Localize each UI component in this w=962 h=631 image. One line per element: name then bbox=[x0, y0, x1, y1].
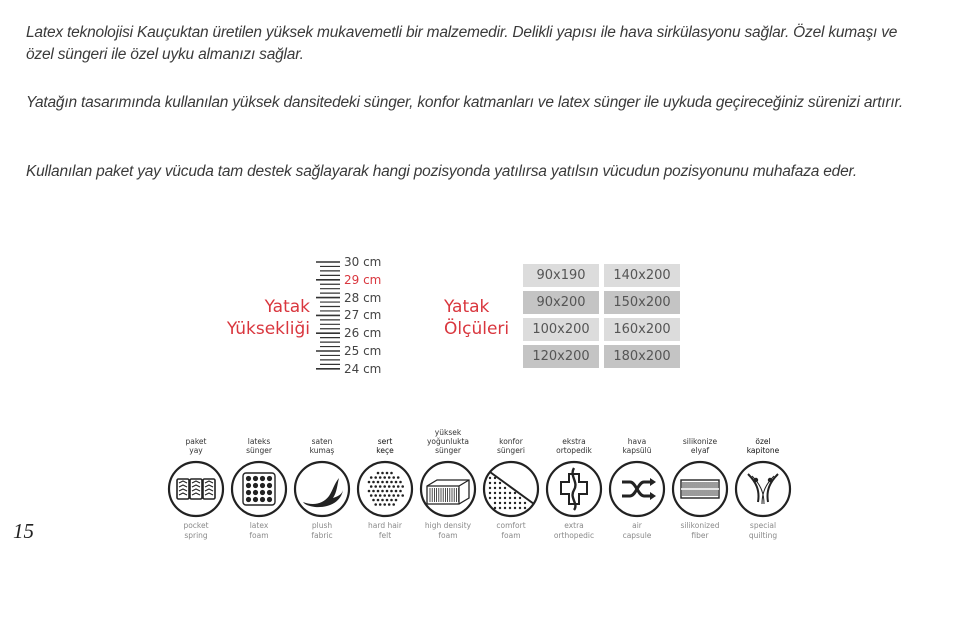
mattress-height-title bbox=[190, 296, 310, 340]
feature-label-english-line: orthopedic bbox=[553, 531, 595, 540]
silicon-fiber-icon bbox=[671, 460, 729, 518]
feature-label-turkish-line: lateks bbox=[247, 437, 271, 446]
feature-label-english-line: fiber bbox=[691, 531, 709, 540]
feature-label-turkish-line: ekstra bbox=[562, 437, 586, 446]
intro-paragraph-latex: Latex teknolojisi Kauçuktan üretilen yüksek mukavemetli bir malzemedir. Delikli yapısı ile hava sirkülasyonu sağlar. Özel kumaşı ve özel süngeri ile özel uyku almanızı sağlar. bbox=[26, 24, 898, 63]
feature-label-turkish bbox=[724, 437, 802, 455]
size-cell: 90x200 bbox=[523, 291, 599, 314]
height-ruler bbox=[316, 255, 416, 380]
pocket-spring-icon bbox=[167, 460, 225, 518]
quilting-icon bbox=[734, 460, 792, 518]
height-level-label: 28 cm bbox=[344, 290, 382, 305]
feature-label-english-line: felt bbox=[378, 531, 392, 540]
intro-paragraph-design: Yatağın tasarımında kullanılan yüksek dansitedeki sünger, konfor katmanları ve latex sünger ile uykuda geçireceğiniz sürenizi artırır. bbox=[26, 94, 903, 111]
size-cell: 100x200 bbox=[523, 318, 599, 341]
feature-label-turkish-line: hava bbox=[627, 437, 647, 446]
feature-label-english-line: special bbox=[749, 521, 777, 530]
orthopedic-icon bbox=[545, 460, 603, 518]
feature-icon-circle bbox=[671, 460, 729, 518]
size-cell: 150x200 bbox=[604, 291, 680, 314]
feature-label-turkish-line: keçe bbox=[376, 446, 394, 455]
feature-label-turkish-line: saten bbox=[311, 437, 333, 446]
intro-paragraph-spring: Kullanılan paket yay vücuda tam destek sağlayarak hangi pozisyonda yatılırsa yatılsın vücudun pozisyonunu muhafaza eder. bbox=[26, 163, 858, 180]
feature-icon-circle bbox=[608, 460, 666, 518]
feature-label-english-line: quilting bbox=[748, 531, 778, 540]
feature-label-english-line: air bbox=[632, 521, 642, 530]
page-number: 15 bbox=[13, 519, 34, 543]
feature-icon-circle bbox=[545, 460, 603, 518]
feature-label-english-line: extra bbox=[564, 521, 584, 530]
size-cell: 160x200 bbox=[604, 318, 680, 341]
feature-label-turkish-line: yoğunlukta bbox=[426, 437, 469, 446]
comfort-foam-icon bbox=[482, 460, 540, 518]
latex-foam-icon bbox=[230, 460, 288, 518]
feature-label-turkish-line: sünger bbox=[435, 446, 461, 455]
feature-icon-circle bbox=[419, 460, 477, 518]
feature-label-english-line: fabric bbox=[311, 531, 333, 540]
feature-label-english-line: foam bbox=[438, 531, 458, 540]
feature-icon-circle bbox=[356, 460, 414, 518]
feature-label-turkish-line: konfor bbox=[499, 437, 523, 446]
height-level-label: 30 cm bbox=[344, 255, 382, 269]
mattress-size-grid bbox=[523, 264, 681, 368]
high-density-foam-icon bbox=[419, 460, 477, 518]
feature-label-turkish-line: kapitone bbox=[746, 446, 780, 455]
feature-label-turkish-line: süngeri bbox=[497, 446, 525, 455]
feature-icon-circle bbox=[734, 460, 792, 518]
mattress-height-title-line1: Yatak bbox=[264, 297, 310, 317]
feature-label-english-line: foam bbox=[249, 531, 269, 540]
feature-label-turkish-line: paket bbox=[185, 437, 207, 446]
ruler-ticks-icon bbox=[316, 255, 344, 380]
feature-label-english-line: plush bbox=[311, 521, 333, 530]
height-level-label: 25 cm bbox=[344, 344, 382, 358]
size-cell: 140x200 bbox=[604, 264, 680, 287]
feature-label-turkish-line: elyaf bbox=[690, 446, 710, 455]
feature-label-turkish-line: sünger bbox=[246, 446, 272, 455]
feature-label-turkish-line: kumaş bbox=[309, 446, 335, 455]
feature-label-english bbox=[724, 521, 802, 541]
hard-felt-icon bbox=[356, 460, 414, 518]
feature-label-turkish-line: silikonize bbox=[682, 437, 718, 446]
feature-icon-circle bbox=[167, 460, 225, 518]
feature-label-english-line: hard hair bbox=[368, 521, 402, 530]
height-level-label: 26 cm bbox=[344, 326, 382, 341]
feature-label-english-line: capsule bbox=[622, 531, 652, 540]
mattress-height-title-line2: Yüksekliği bbox=[226, 319, 310, 339]
feature-label-turkish-line: sert bbox=[377, 437, 393, 446]
feature-label-turkish-line: ortopedik bbox=[556, 446, 592, 455]
feature-label-english-line: comfort bbox=[496, 521, 526, 530]
feature-label-english-line: latex bbox=[249, 521, 269, 530]
feature-label-turkish-line: kapsülü bbox=[622, 446, 652, 455]
feature-label-turkish-line: özel bbox=[755, 437, 771, 446]
air-capsule-icon bbox=[608, 460, 666, 518]
mattress-size-title bbox=[444, 296, 520, 340]
plush-fabric-icon bbox=[293, 460, 351, 518]
feature-icon-circle bbox=[482, 460, 540, 518]
feature-label-english-line: high density bbox=[424, 521, 472, 530]
feature-label-english-line: spring bbox=[184, 531, 208, 540]
feature-label-turkish-line: yüksek bbox=[434, 428, 462, 437]
feature-label-english-line: silikonized bbox=[680, 521, 720, 530]
height-level-label: 27 cm bbox=[344, 308, 382, 323]
feature-icon-circle bbox=[293, 460, 351, 518]
mattress-size-title-line2: Ölçüleri bbox=[444, 319, 510, 339]
mattress-size-title-line1: Yatak bbox=[444, 297, 490, 317]
height-level-label: 24 cm bbox=[344, 361, 382, 376]
feature-label-english-line: pocket bbox=[183, 521, 209, 530]
feature-label-english-line: foam bbox=[501, 531, 521, 540]
size-cell: 180x200 bbox=[604, 345, 680, 368]
feature-label-turkish-line: yay bbox=[189, 446, 203, 455]
height-level-label: 29 cm bbox=[344, 272, 382, 287]
feature-icon-circle bbox=[230, 460, 288, 518]
size-cell: 90x190 bbox=[523, 264, 599, 287]
size-cell: 120x200 bbox=[523, 345, 599, 368]
